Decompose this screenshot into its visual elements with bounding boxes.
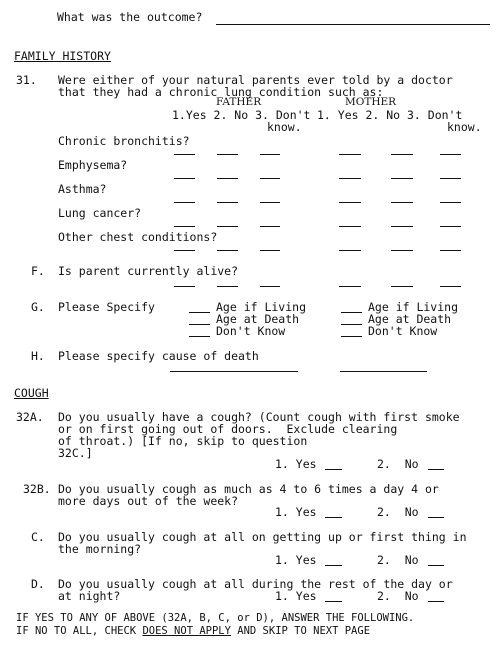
q32A-line1: Do you usually have a cough? (Count cough with first smoke	[58, 410, 460, 424]
qD-no-label: 2. No	[377, 589, 419, 603]
father-age-death-label: Age at Death	[216, 312, 300, 326]
mother-dont-know-blank[interactable]	[341, 336, 362, 337]
other-chest-mother-dont-know-blank[interactable]	[440, 250, 461, 251]
emphysema-father-dont-know-blank[interactable]	[260, 178, 280, 179]
emphysema-father-yes-blank[interactable]	[174, 178, 195, 179]
other-chest-father-no-blank[interactable]	[217, 250, 238, 251]
lung-cancer-father-yes-blank[interactable]	[174, 226, 195, 227]
qF-text: Is parent currently alive?	[58, 264, 239, 278]
q32A-yes-blank[interactable]	[325, 469, 342, 470]
emphysema-mother-yes-blank[interactable]	[339, 178, 361, 179]
father-dont-know-label: Don't Know	[216, 324, 286, 338]
q32A-line4: 32C.]	[58, 446, 93, 460]
lung-cancer-father-no-blank[interactable]	[217, 226, 238, 227]
alive-mother-yes-blank[interactable]	[339, 286, 361, 287]
mother-options: 1. Yes 2. No 3. Don't	[317, 108, 463, 122]
asthma-father-yes-blank[interactable]	[174, 202, 195, 203]
lung-cancer-mother-dont-know-blank[interactable]	[440, 226, 461, 227]
father-options: 1.Yes 2. No 3. Don't	[172, 108, 311, 122]
lung-cancer-mother-yes-blank[interactable]	[339, 226, 361, 227]
qC-line1: Do you usually cough at all on getting up or first thing in	[58, 530, 467, 544]
father-cause-of-death-field[interactable]	[170, 371, 298, 372]
does-not-apply-emphasis: DOES NOT APPLY	[142, 625, 231, 637]
qC-no-label: 2. No	[377, 553, 419, 567]
asthma-father-no-blank[interactable]	[217, 202, 238, 203]
other-chest-mother-yes-blank[interactable]	[339, 250, 361, 251]
q32A-number: 32A.	[16, 410, 44, 424]
father-age-death-blank[interactable]	[189, 324, 210, 325]
emphysema-mother-no-blank[interactable]	[391, 178, 413, 179]
q32B-yes-blank[interactable]	[325, 517, 342, 518]
mother-cause-of-death-field[interactable]	[340, 371, 427, 372]
q32A-no-label: 2. No	[377, 457, 419, 471]
alive-father-yes-blank[interactable]	[174, 286, 195, 287]
other-chest-mother-no-blank[interactable]	[391, 250, 413, 251]
mother-age-death-label: Age at Death	[368, 312, 452, 326]
asthma-mother-no-blank[interactable]	[391, 202, 413, 203]
asthma-father-dont-know-blank[interactable]	[260, 202, 280, 203]
asthma-mother-dont-know-blank[interactable]	[440, 202, 461, 203]
qH-letter: H.	[31, 349, 45, 363]
qD-line2: at night?	[58, 589, 121, 603]
qG-letter: G.	[31, 300, 45, 314]
qC-no-blank[interactable]	[428, 565, 444, 566]
q31-number: 31.	[16, 73, 37, 87]
q32B-no-label: 2. No	[377, 505, 419, 519]
qD-yes-label: 1. Yes	[275, 589, 317, 603]
qF-letter: F.	[31, 264, 45, 278]
mother-age-living-label: Age if Living	[368, 300, 459, 314]
q32A-yes-label: 1. Yes	[275, 457, 317, 471]
asthma-mother-yes-blank[interactable]	[339, 202, 361, 203]
alive-mother-dont-know-blank[interactable]	[440, 286, 461, 287]
chronic-bronchitis-mother-yes-blank[interactable]	[339, 154, 361, 155]
qD-yes-blank[interactable]	[325, 601, 342, 602]
q32B-line2: more days out of the week?	[58, 494, 239, 508]
chronic-bronchitis-father-no-blank[interactable]	[217, 154, 238, 155]
footer-instruction-line1: IF YES TO ANY OF ABOVE (32A, B, C, or D), ANSWER THE FOLLOWING.	[16, 612, 415, 624]
qC-letter: C.	[31, 530, 45, 544]
footer-line2-part3: AND SKIP TO NEXT PAGE	[230, 625, 371, 637]
condition-other-chest: Other chest conditions?	[58, 230, 218, 244]
qD-letter: D.	[31, 577, 45, 591]
footer-instruction-line2	[16, 626, 370, 638]
q32A-line2: or on first going out of doors. Exclude clearing	[58, 422, 398, 436]
footer-line2-part1: IF NO TO ALL, CHECK	[16, 625, 143, 637]
qC-line2: the morning?	[58, 542, 142, 556]
outcome-field[interactable]	[216, 24, 490, 25]
q32B-number: 32B.	[23, 482, 51, 496]
chronic-bronchitis-father-dont-know-blank[interactable]	[260, 154, 280, 155]
family-history-heading: FAMILY HISTORY	[14, 49, 111, 63]
qG-text: Please Specify	[58, 300, 155, 314]
alive-mother-no-blank[interactable]	[391, 286, 413, 287]
q31-text-line1: Were either of your natural parents ever told by a doctor	[58, 73, 453, 87]
chronic-bronchitis-mother-no-blank[interactable]	[391, 154, 413, 155]
mother-age-death-blank[interactable]	[341, 324, 362, 325]
chronic-bronchitis-mother-dont-know-blank[interactable]	[440, 154, 461, 155]
lung-cancer-mother-no-blank[interactable]	[391, 226, 413, 227]
alive-father-no-blank[interactable]	[217, 286, 238, 287]
father-age-living-label: Age if Living	[216, 300, 307, 314]
father-options-know: know.	[267, 120, 302, 134]
condition-chronic-bronchitis: Chronic bronchitis?	[58, 134, 190, 148]
condition-asthma: Asthma?	[58, 182, 107, 196]
other-chest-father-dont-know-blank[interactable]	[260, 250, 280, 251]
lung-cancer-father-dont-know-blank[interactable]	[260, 226, 280, 227]
father-header: FATHER	[216, 96, 262, 108]
outcome-label: What was the outcome?	[57, 10, 203, 24]
father-age-living-blank[interactable]	[189, 312, 210, 313]
qC-yes-blank[interactable]	[325, 565, 342, 566]
father-dont-know-blank[interactable]	[189, 336, 210, 337]
condition-lung-cancer: Lung cancer?	[58, 206, 142, 220]
q32A-no-blank[interactable]	[428, 469, 444, 470]
qH-text: Please specify cause of death	[58, 349, 259, 363]
mother-header: MOTHER	[345, 96, 397, 108]
alive-father-dont-know-blank[interactable]	[260, 286, 280, 287]
q32B-yes-label: 1. Yes	[275, 505, 317, 519]
emphysema-father-no-blank[interactable]	[217, 178, 238, 179]
q31-text-line2: that they had a chronic lung condition such as:	[58, 85, 384, 99]
qC-yes-label: 1. Yes	[275, 553, 317, 567]
cough-heading: COUGH	[14, 386, 49, 400]
qD-line1: Do you usually cough at all during the rest of the day or	[58, 577, 453, 591]
chronic-bronchitis-father-yes-blank[interactable]	[174, 154, 195, 155]
mother-age-living-blank[interactable]	[341, 312, 362, 313]
q32A-line3: of throat.) [If no, skip to question	[58, 434, 308, 448]
qD-no-blank[interactable]	[428, 601, 444, 602]
q32B-no-blank[interactable]	[428, 517, 444, 518]
condition-emphysema: Emphysema?	[58, 158, 128, 172]
other-chest-father-yes-blank[interactable]	[174, 250, 195, 251]
emphysema-mother-dont-know-blank[interactable]	[440, 178, 461, 179]
mother-dont-know-label: Don't Know	[368, 324, 438, 338]
q32B-line1: Do you usually cough as much as 4 to 6 times a day 4 or	[58, 482, 439, 496]
mother-options-know: know.	[447, 120, 482, 134]
